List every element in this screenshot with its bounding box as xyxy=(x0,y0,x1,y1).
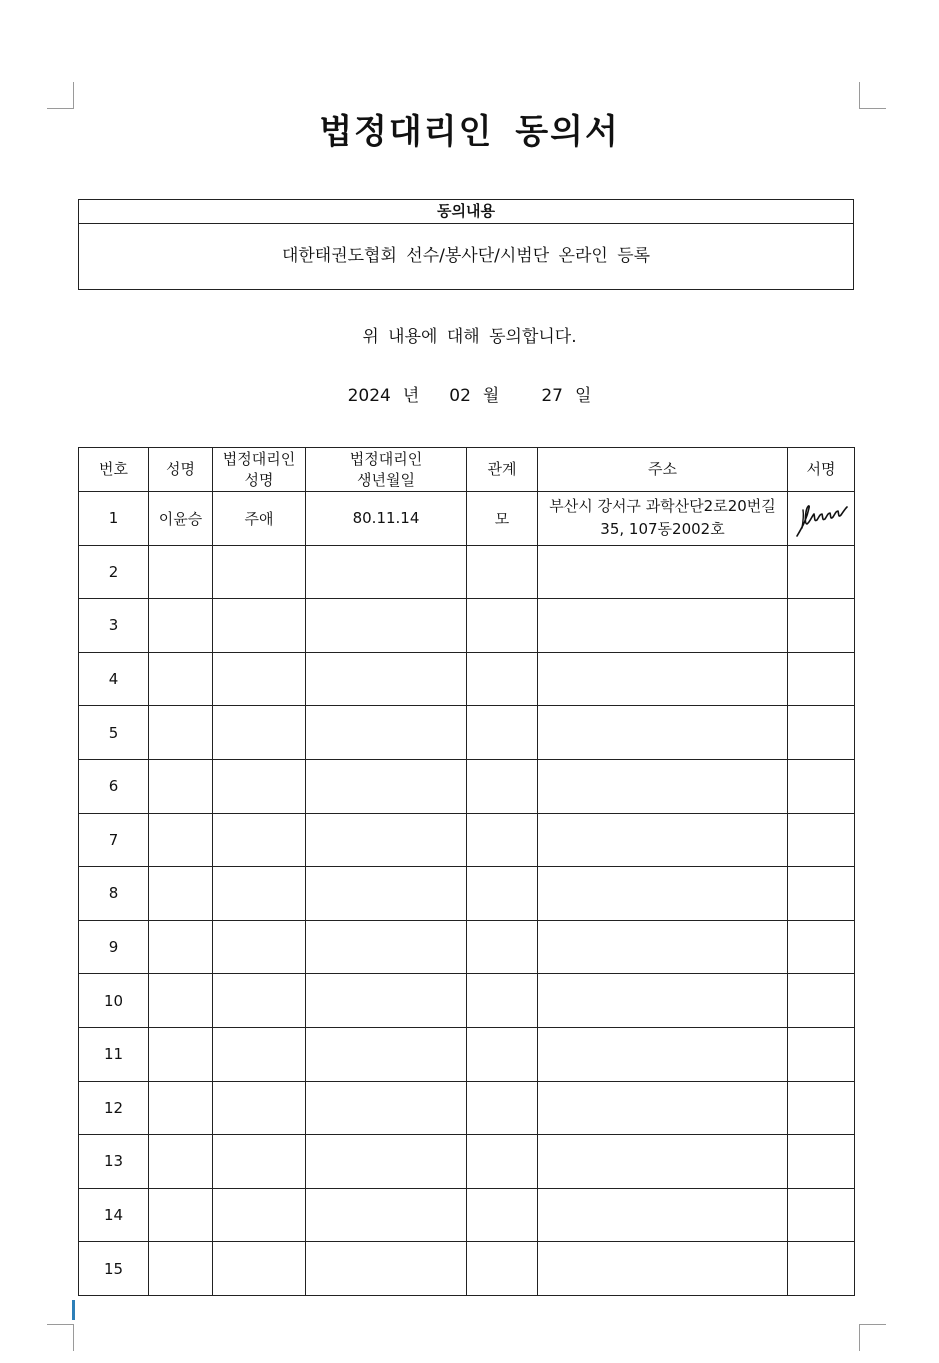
table-row xyxy=(79,1188,855,1242)
consent-content: 대한태권도협회 선수/봉사단/시범단 온라인 등록 xyxy=(281,246,651,266)
cell-no: 1 xyxy=(79,492,149,546)
cell-no: 13 xyxy=(79,1135,149,1189)
cell-guardian-birth xyxy=(306,759,467,813)
consent-header: 동의내용 xyxy=(79,200,853,224)
cell-guardian-birth xyxy=(306,920,467,974)
cell-no: 8 xyxy=(79,867,149,921)
cell-no: 14 xyxy=(79,1188,149,1242)
cell-address xyxy=(538,1135,788,1189)
cell-relation xyxy=(467,599,538,653)
cell-signature xyxy=(788,974,855,1028)
cell-name xyxy=(149,652,213,706)
table-row xyxy=(79,545,855,599)
table-row xyxy=(79,652,855,706)
table-row xyxy=(79,1081,855,1135)
cell-signature xyxy=(788,920,855,974)
cell-address xyxy=(538,599,788,653)
cell-signature xyxy=(788,1135,855,1189)
date-day: 27 xyxy=(541,386,563,406)
cell-address xyxy=(538,1188,788,1242)
date-year-unit: 년 xyxy=(402,386,420,406)
cell-guardian-birth xyxy=(306,1027,467,1081)
cell-guardian-birth xyxy=(306,652,467,706)
cell-name xyxy=(149,1188,213,1242)
header-guardian-birth xyxy=(306,448,467,492)
header-signature: 서명 xyxy=(788,448,855,492)
cell-signature xyxy=(788,545,855,599)
cell-name xyxy=(149,1242,213,1296)
table-row xyxy=(79,1242,855,1296)
table-row xyxy=(79,974,855,1028)
cell-no: 11 xyxy=(79,1027,149,1081)
agreement-statement: 위 내용에 대해 동의합니다. xyxy=(362,327,577,347)
cell-address xyxy=(538,652,788,706)
cell-address xyxy=(538,759,788,813)
cell-guardian-birth xyxy=(306,1081,467,1135)
cell-no: 7 xyxy=(79,813,149,867)
header-guardian-birth-line2: 생년월일 xyxy=(357,470,415,489)
cell-name xyxy=(149,920,213,974)
cell-guardian-name xyxy=(213,920,306,974)
cell-guardian-birth xyxy=(306,1135,467,1189)
cell-signature xyxy=(788,706,855,760)
cell-name xyxy=(149,1027,213,1081)
cell-relation xyxy=(467,1027,538,1081)
handwritten-signature xyxy=(793,496,849,540)
cell-guardian-name xyxy=(213,867,306,921)
address-line2: 35, 107동2002호 xyxy=(600,520,725,539)
cell-signature xyxy=(788,1242,855,1296)
table-row xyxy=(79,759,855,813)
table-header-row xyxy=(79,448,855,492)
cell-signature xyxy=(788,867,855,921)
cell-name xyxy=(149,867,213,921)
cell-no: 9 xyxy=(79,920,149,974)
cell-signature xyxy=(788,1027,855,1081)
cell-guardian-name xyxy=(213,1081,306,1135)
header-no: 번호 xyxy=(79,448,149,492)
cell-signature xyxy=(788,813,855,867)
cell-guardian-name xyxy=(213,706,306,760)
address-line1: 부산시 강서구 과학산단2로20번길 xyxy=(549,497,776,516)
guardian-consent-table xyxy=(78,447,855,1296)
cell-relation xyxy=(467,1242,538,1296)
page-corner-mark xyxy=(859,1324,886,1351)
cell-guardian-birth xyxy=(306,545,467,599)
cell-address xyxy=(538,1027,788,1081)
cell-guardian-name xyxy=(213,545,306,599)
table-row xyxy=(79,492,855,546)
cell-relation xyxy=(467,1081,538,1135)
cell-address xyxy=(538,974,788,1028)
cell-signature xyxy=(788,759,855,813)
cell-address xyxy=(538,492,788,546)
cell-address xyxy=(538,1242,788,1296)
date-month: 02 xyxy=(449,386,471,406)
cell-guardian-name xyxy=(213,1135,306,1189)
header-guardian-name-line2: 성명 xyxy=(244,470,274,489)
cell-guardian-birth xyxy=(306,1242,467,1296)
cell-relation xyxy=(467,1188,538,1242)
cell-address xyxy=(538,1081,788,1135)
table-row xyxy=(79,1027,855,1081)
cell-relation xyxy=(467,1135,538,1189)
cell-no: 12 xyxy=(79,1081,149,1135)
signing-date xyxy=(0,381,939,406)
cell-guardian-birth xyxy=(306,867,467,921)
cell-guardian-name xyxy=(213,1242,306,1296)
cell-relation xyxy=(467,706,538,760)
cell-guardian-name xyxy=(213,759,306,813)
cell-signature xyxy=(788,652,855,706)
cell-no: 10 xyxy=(79,974,149,1028)
cell-guardian-name xyxy=(213,599,306,653)
cell-guardian-birth xyxy=(306,1188,467,1242)
header-relation: 관계 xyxy=(467,448,538,492)
cell-name xyxy=(149,813,213,867)
cell-relation xyxy=(467,920,538,974)
document-title: 법정대리인 동의서 xyxy=(319,112,620,152)
cell-name xyxy=(149,545,213,599)
cell-signature xyxy=(788,492,855,546)
cell-signature xyxy=(788,1188,855,1242)
cell-relation xyxy=(467,813,538,867)
table-row xyxy=(79,706,855,760)
cell-address xyxy=(538,867,788,921)
consent-box xyxy=(78,199,854,290)
cell-name xyxy=(149,1081,213,1135)
cell-name xyxy=(149,706,213,760)
cell-guardian-name xyxy=(213,652,306,706)
cell-name xyxy=(149,599,213,653)
cell-guardian-name: 주애 xyxy=(213,492,306,546)
cell-no: 15 xyxy=(79,1242,149,1296)
cell-guardian-birth xyxy=(306,706,467,760)
cell-address xyxy=(538,813,788,867)
cell-relation xyxy=(467,545,538,599)
cell-no: 5 xyxy=(79,706,149,760)
header-name: 성명 xyxy=(149,448,213,492)
cell-relation xyxy=(467,652,538,706)
cell-guardian-name xyxy=(213,813,306,867)
cell-no: 6 xyxy=(79,759,149,813)
table-row xyxy=(79,920,855,974)
cell-signature xyxy=(788,599,855,653)
table-row xyxy=(79,1135,855,1189)
cell-guardian-name xyxy=(213,974,306,1028)
table-row xyxy=(79,599,855,653)
cell-name xyxy=(149,1135,213,1189)
header-guardian-birth-line1: 법정대리인 xyxy=(349,449,423,468)
table-row xyxy=(79,813,855,867)
cell-address xyxy=(538,920,788,974)
cell-guardian-birth xyxy=(306,974,467,1028)
cell-address xyxy=(538,545,788,599)
cell-relation xyxy=(467,867,538,921)
cell-address xyxy=(538,706,788,760)
cell-guardian-name xyxy=(213,1188,306,1242)
cell-name xyxy=(149,759,213,813)
cell-relation xyxy=(467,759,538,813)
cell-name xyxy=(149,974,213,1028)
header-guardian-name-line1: 법정대리인 xyxy=(222,449,296,468)
cell-no: 3 xyxy=(79,599,149,653)
table-row xyxy=(79,867,855,921)
cell-guardian-birth xyxy=(306,599,467,653)
cell-signature xyxy=(788,1081,855,1135)
date-year: 2024 xyxy=(347,386,391,406)
cell-guardian-birth: 80.11.14 xyxy=(306,492,467,546)
date-day-unit: 일 xyxy=(574,386,592,406)
cell-guardian-birth xyxy=(306,813,467,867)
cell-no: 4 xyxy=(79,652,149,706)
cell-relation: 모 xyxy=(467,492,538,546)
cell-name: 이윤승 xyxy=(149,492,213,546)
date-month-unit: 월 xyxy=(482,386,500,406)
text-cursor xyxy=(72,1300,75,1320)
cell-no: 2 xyxy=(79,545,149,599)
cell-guardian-name xyxy=(213,1027,306,1081)
header-address: 주소 xyxy=(538,448,788,492)
page-corner-mark xyxy=(47,1324,74,1351)
cell-relation xyxy=(467,974,538,1028)
header-guardian-name xyxy=(213,448,306,492)
